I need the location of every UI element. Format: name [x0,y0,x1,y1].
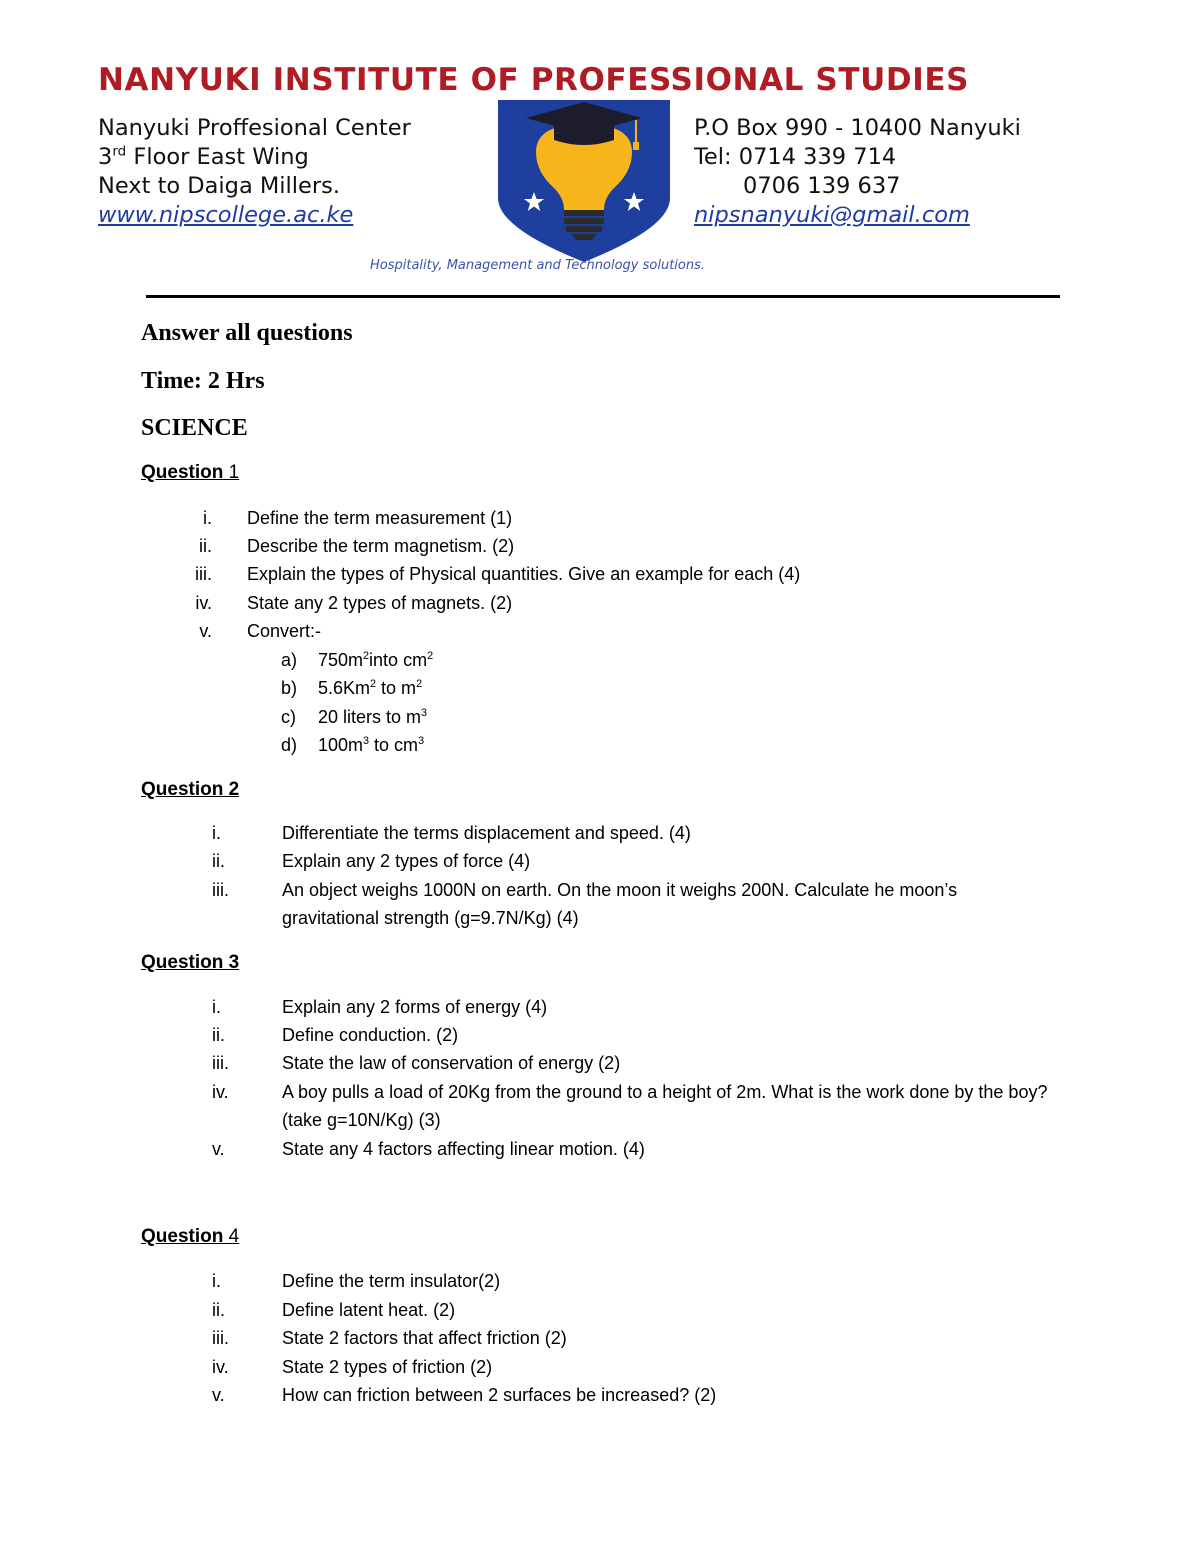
question-1-heading: Question 1 [141,462,240,483]
email-link[interactable]: nipsnanyuki@gmail.com [694,202,970,228]
question-2-heading: Question 2 [141,779,240,800]
subject-title: SCIENCE [141,415,248,441]
po-box: P.O Box 990 - 10400 Nanyuki [694,115,1021,141]
institute-title: NANYUKI INSTITUTE OF PROFESSIONAL STUDIES [98,62,970,98]
telephone-2: 0706 139 637 [743,173,901,199]
website-link[interactable]: www.nipscollege.ac.ke [98,202,354,228]
contact-left [98,114,411,230]
question-3-heading: Question 3 [141,952,240,973]
center-name: Nanyuki Proffesional Center [98,115,411,141]
telephone: Tel: 0714 339 714 [694,144,897,170]
answer-all-instruction: Answer all questions [141,320,353,346]
floor-line: 3rd Floor East Wing [98,143,309,170]
tagline: Hospitality, Management and Technology solutions. [370,258,705,273]
contact-right [694,114,1021,230]
location-line: Next to Daiga Millers. [98,173,341,199]
header-divider [146,295,1060,298]
time-allowed: Time: 2 Hrs [141,368,265,394]
question-4-heading: Question 4 [141,1226,240,1247]
institute-logo-icon [496,100,672,262]
